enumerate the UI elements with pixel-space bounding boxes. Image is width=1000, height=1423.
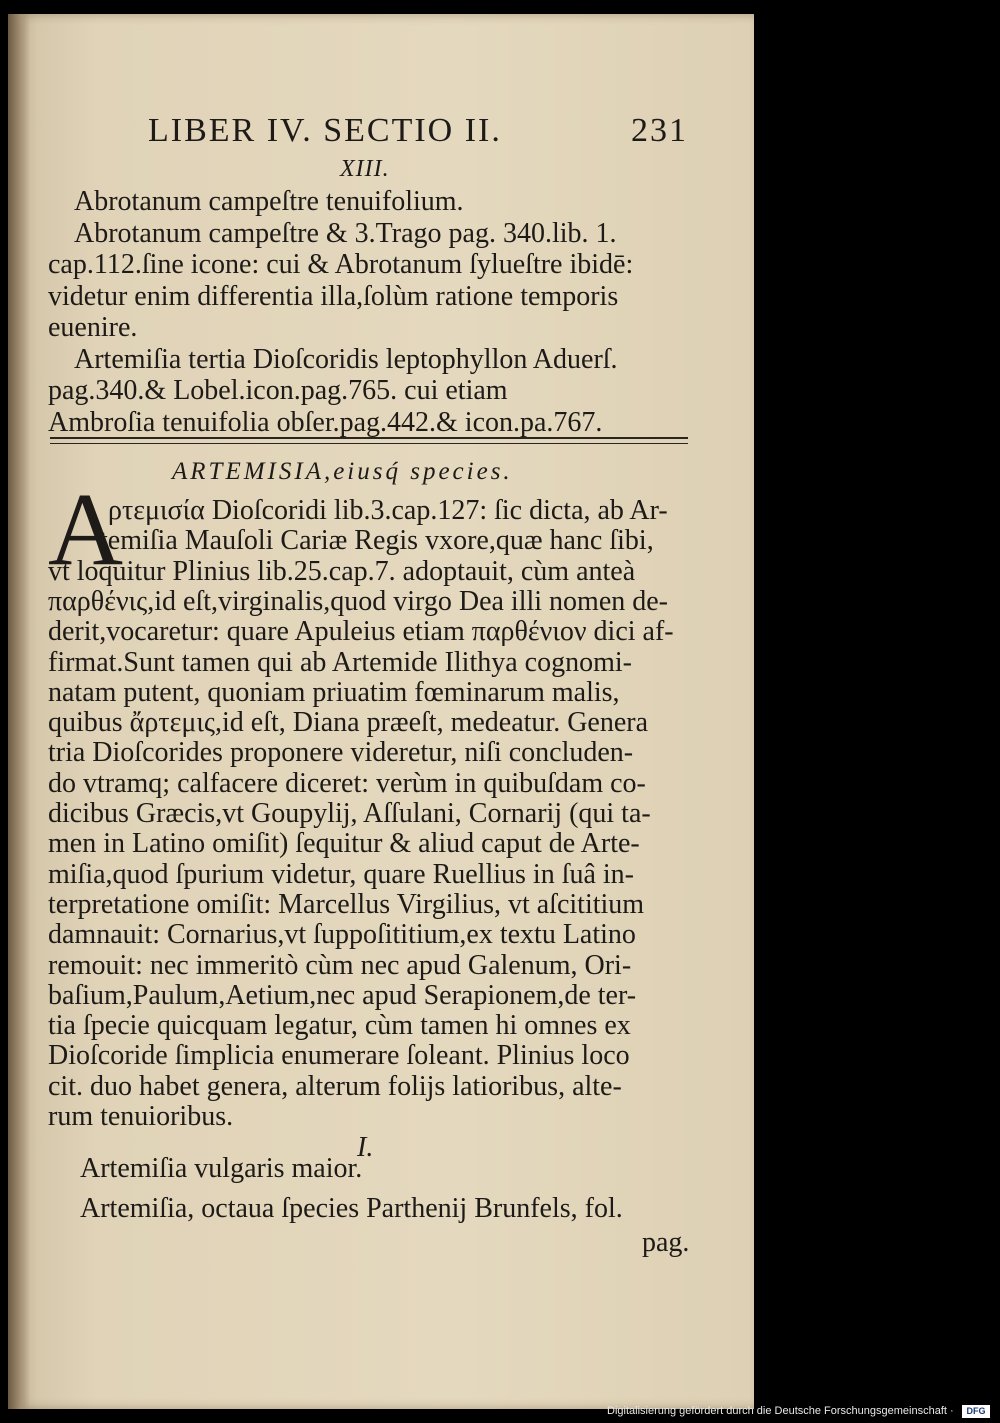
body-line: derit,vocaretur: quare Apuleius etiam παρθένιον dici af-: [48, 616, 674, 648]
entry-line: cap.112.ſine icone: cui & Abrotanum ſylueſtre ibidē:: [48, 249, 634, 280]
running-header: [148, 112, 688, 160]
catchword: pag.: [642, 1227, 690, 1258]
page-gutter-shadow: [8, 14, 30, 1409]
body-line: tria Dioſcorides proponere videretur, niſi concluden-: [48, 737, 634, 769]
subsection-number: I.: [357, 1132, 374, 1163]
body-line: miſia,quod ſpurium videtur, quare Ruellius in ſuâ in-: [48, 858, 635, 890]
dfg-logo: DFG: [962, 1405, 990, 1418]
body-line: terpretatione omiſit: Marcellus Virgilius, vt aſcititium: [48, 888, 645, 920]
body-line: cit. duo habet genera, alterum folijs latioribus, alte-: [48, 1070, 622, 1102]
body-line: dicibus Græcis,vt Goupylij, Aſſulani, Cornarij (qui ta-: [48, 798, 651, 829]
double-rule-top: [50, 437, 688, 439]
entry-line: Ambroſia tenuifolia obſer.pag.442.& icon.pa.767.: [48, 406, 603, 438]
body-line: temiſia Mauſoli Cariæ Regis vxore,quæ hanc ſibi,: [100, 525, 654, 557]
body-line: quibus ἄρτεμις,id eſt, Diana præeſt, medeatur. Genera: [48, 707, 649, 739]
body-line: ρτεμισία Dioſcoridi lib.3.cap.127: ſic dicta, ab Ar-: [108, 495, 668, 526]
page-number: 231: [631, 112, 688, 149]
digitization-credit: Digitalisierung gefördert durch die Deutsche Forschungsgemeinschaft ·: [607, 1405, 954, 1417]
entry-line: Artemiſia vulgaris maior.: [80, 1153, 363, 1184]
chapter-heading: ARTEMISIA,eiusq́ species.: [172, 458, 513, 485]
entry-line: videtur enim differentia illa,ſolùm ratione temporis: [48, 280, 619, 312]
body-line: Dioſcoride ſimplicia enumerare ſoleant. Plinius loco: [48, 1040, 630, 1072]
body-line: natam putent, quoniam priuatim fœminarum malis,: [48, 676, 620, 708]
body-line: damnauit: Cornarius,vt ſuppoſititium,ex textu Latino: [48, 919, 636, 951]
drop-cap: A: [48, 472, 124, 587]
entry-line: pag.340.& Lobel.icon.pag.765. cui etiam: [48, 375, 508, 406]
section-number: XIII.: [340, 156, 390, 182]
body-line: tia ſpecie quicquam legatur, cùm tamen hi omnes ex: [48, 1010, 631, 1042]
body-line: do vtramq; calfacere diceret: verùm in quibuſdam co-: [48, 767, 646, 799]
entry-line: Abrotanum campeſtre tenuifolium.: [74, 186, 464, 217]
entry-line: euenire.: [48, 312, 138, 343]
body-line: rum tenuioribus.: [48, 1101, 234, 1132]
body-line: remouit: nec immeritò cùm nec apud Galenum, Ori-: [48, 949, 632, 981]
entry-line: Abrotanum campeſtre & 3.Trago pag. 340.lib. 1.: [74, 217, 617, 249]
body-line: baſium,Paulum,Aetium,nec apud Serapionem,de ter-: [48, 979, 637, 1011]
body-line: vt loquitur Plinius lib.25.cap.7. adoptauit, cùm anteà: [48, 555, 636, 587]
entry-line: Artemiſia, octaua ſpecies Parthenij Brunfels, fol.: [80, 1193, 623, 1224]
body-line: men in Latino omiſit) ſequitur & aliud caput de Arte-: [48, 828, 640, 860]
double-rule-bottom: [50, 443, 688, 444]
body-line: firmat.Sunt tamen qui ab Artemide Ilithya cognomi-: [48, 646, 632, 678]
entry-line: Artemiſia tertia Dioſcoridis leptophyllon Aduerſ.: [74, 343, 618, 375]
body-line: παρθένις,id eſt,virginalis,quod virgo Dea illi nomen de-: [48, 585, 669, 617]
running-title: LIBER IV. SECTIO II.: [148, 112, 502, 149]
